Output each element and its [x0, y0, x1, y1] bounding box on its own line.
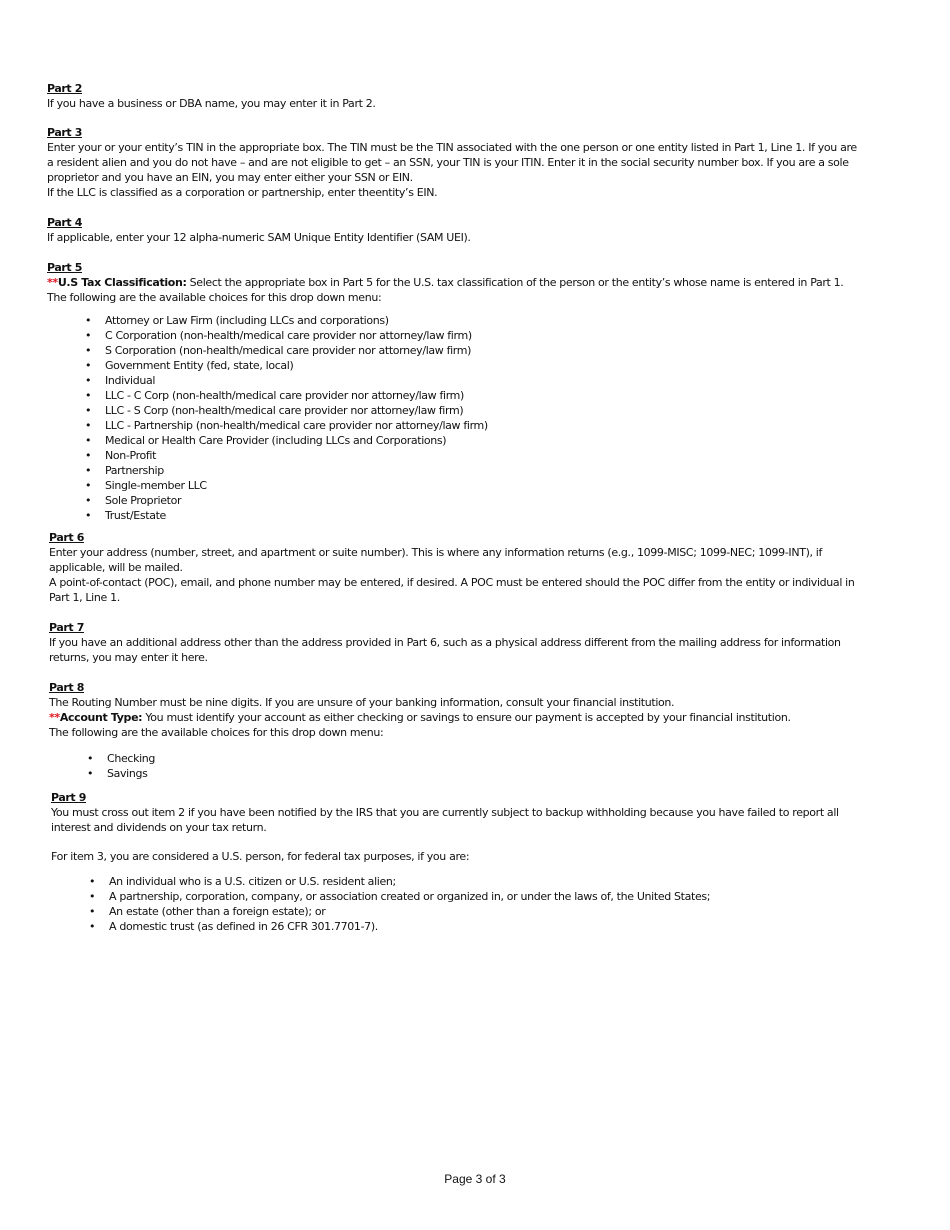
part-6-heading: Part 6	[49, 531, 84, 544]
list-item: • Trust/Estate	[47, 508, 862, 523]
part-3-heading: Part 3	[47, 126, 82, 139]
account-type-label: Account Type:	[59, 711, 143, 724]
page-number: Page 3 of 3	[444, 1172, 506, 1186]
tax-classification-options-list	[47, 313, 862, 523]
us-person-criteria-list	[51, 874, 866, 934]
part-7-text: If you have an additional address other than the address provided in Part 6, such as a physical address different from the mailing address for information returns, you may enter it here.	[49, 636, 841, 664]
list-item: • LLC - C Corp (non-health/medical care provider nor attorney/law firm)	[47, 388, 862, 403]
list-item: • Single-member LLC	[47, 478, 862, 493]
list-item: • Checking	[49, 751, 864, 766]
part-9-heading: Part 9	[51, 791, 86, 804]
section-part-7	[49, 620, 864, 665]
section-part-8	[49, 680, 864, 781]
section-part-5	[47, 260, 862, 523]
part-8-heading: Part 8	[49, 681, 84, 694]
list-item: • LLC - S Corp (non-health/medical care provider nor attorney/law firm)	[47, 403, 862, 418]
list-item: • Savings	[49, 766, 864, 781]
part-4-text: If applicable, enter your 12 alpha-numeric SAM Unique Entity Identifier (SAM UEI).	[47, 231, 471, 244]
list-item: • Medical or Health Care Provider (including LLCs and Corporations)	[47, 433, 862, 448]
required-marker: **	[47, 276, 58, 289]
part-3-text-tin: Enter your or your entity’s TIN in the appropriate box. The TIN must be the TIN associated with the one person or one entity listed in Part 1, Line 1. If you are a resident alien and you do not have – and are not eligible to get – an SSN, your TIN is your ITIN. Enter it in the social security number box. If you are a sole proprietor and you have an EIN, you may enter either your SSN or EIN.	[47, 141, 857, 184]
part-8-routing-text: The Routing Number must be nine digits. If you are unsure of your banking information, consult your financial institution.	[49, 696, 675, 709]
list-item: • C Corporation (non-health/medical care provider nor attorney/law firm)	[47, 328, 862, 343]
part-8-choices-intro: The following are the available choices for this drop down menu:	[49, 726, 384, 739]
part-5-choices-intro: The following are the available choices for this drop down menu:	[47, 291, 382, 304]
list-item: • Individual	[47, 373, 862, 388]
list-item: • S Corporation (non-health/medical care provider nor attorney/law firm)	[47, 343, 862, 358]
part-8-account-type	[49, 710, 864, 725]
list-item: • An individual who is a U.S. citizen or U.S. resident alien;	[51, 874, 866, 889]
part-2-text: If you have a business or DBA name, you may enter it in Part 2.	[47, 97, 376, 110]
list-item: • An estate (other than a foreign estate); or	[51, 904, 866, 919]
list-item: • A domestic trust (as defined in 26 CFR 301.7701-7).	[51, 919, 866, 934]
part-9-text-us-person: For item 3, you are considered a U.S. person, for federal tax purposes, if you are:	[51, 850, 470, 863]
account-type-text: You must identify your account as either checking or savings to ensure our payment is accepted by your financial institution.	[142, 711, 791, 724]
list-item: • Government Entity (fed, state, local)	[47, 358, 862, 373]
list-item: • Partnership	[47, 463, 862, 478]
section-part-3	[47, 125, 862, 200]
section-part-6	[49, 530, 864, 605]
section-part-4	[47, 215, 862, 245]
part-4-heading: Part 4	[47, 216, 82, 229]
section-part-2	[47, 81, 862, 111]
list-item: • Non-Profit	[47, 448, 862, 463]
tax-classification-label: U.S Tax Classification:	[57, 276, 187, 289]
part-5-heading: Part 5	[47, 261, 82, 274]
part-6-text-poc: A point-of-contact (POC), email, and phone number may be entered, if desired. A POC must be entered should the POC differ from the entity or individual in Part 1, Line 1.	[49, 576, 855, 604]
part-7-heading: Part 7	[49, 621, 84, 634]
part-9-text-backup-withholding: You must cross out item 2 if you have been notified by the IRS that you are currently subject to backup withholding because you have failed to report all interest and dividends on your tax return.	[51, 806, 839, 834]
account-type-options-list	[49, 751, 864, 781]
list-item: • Sole Proprietor	[47, 493, 862, 508]
part-6-text-address: Enter your address (number, street, and apartment or suite number). This is where any information returns (e.g., 1099-MISC; 1099-NEC; 1099-INT), if applicable, will be mailed.	[49, 546, 823, 574]
part-2-heading: Part 2	[47, 82, 82, 95]
list-item: • Attorney or Law Firm (including LLCs and corporations)	[47, 313, 862, 328]
part-3-text-llc: If the LLC is classified as a corporation or partnership, enter theentity’s EIN.	[47, 186, 438, 199]
part-5-tax-classification	[47, 275, 862, 290]
list-item: • A partnership, corporation, company, or association created or organized in, or under the laws of, the United States;	[51, 889, 866, 904]
list-item: • LLC - Partnership (non-health/medical care provider nor attorney/law firm)	[47, 418, 862, 433]
section-part-9	[51, 790, 866, 934]
tax-classification-text: Select the appropriate box in Part 5 for the U.S. tax classification of the person or the entity’s whose name is entered in Part 1.	[186, 276, 844, 289]
required-marker: **	[49, 711, 60, 724]
